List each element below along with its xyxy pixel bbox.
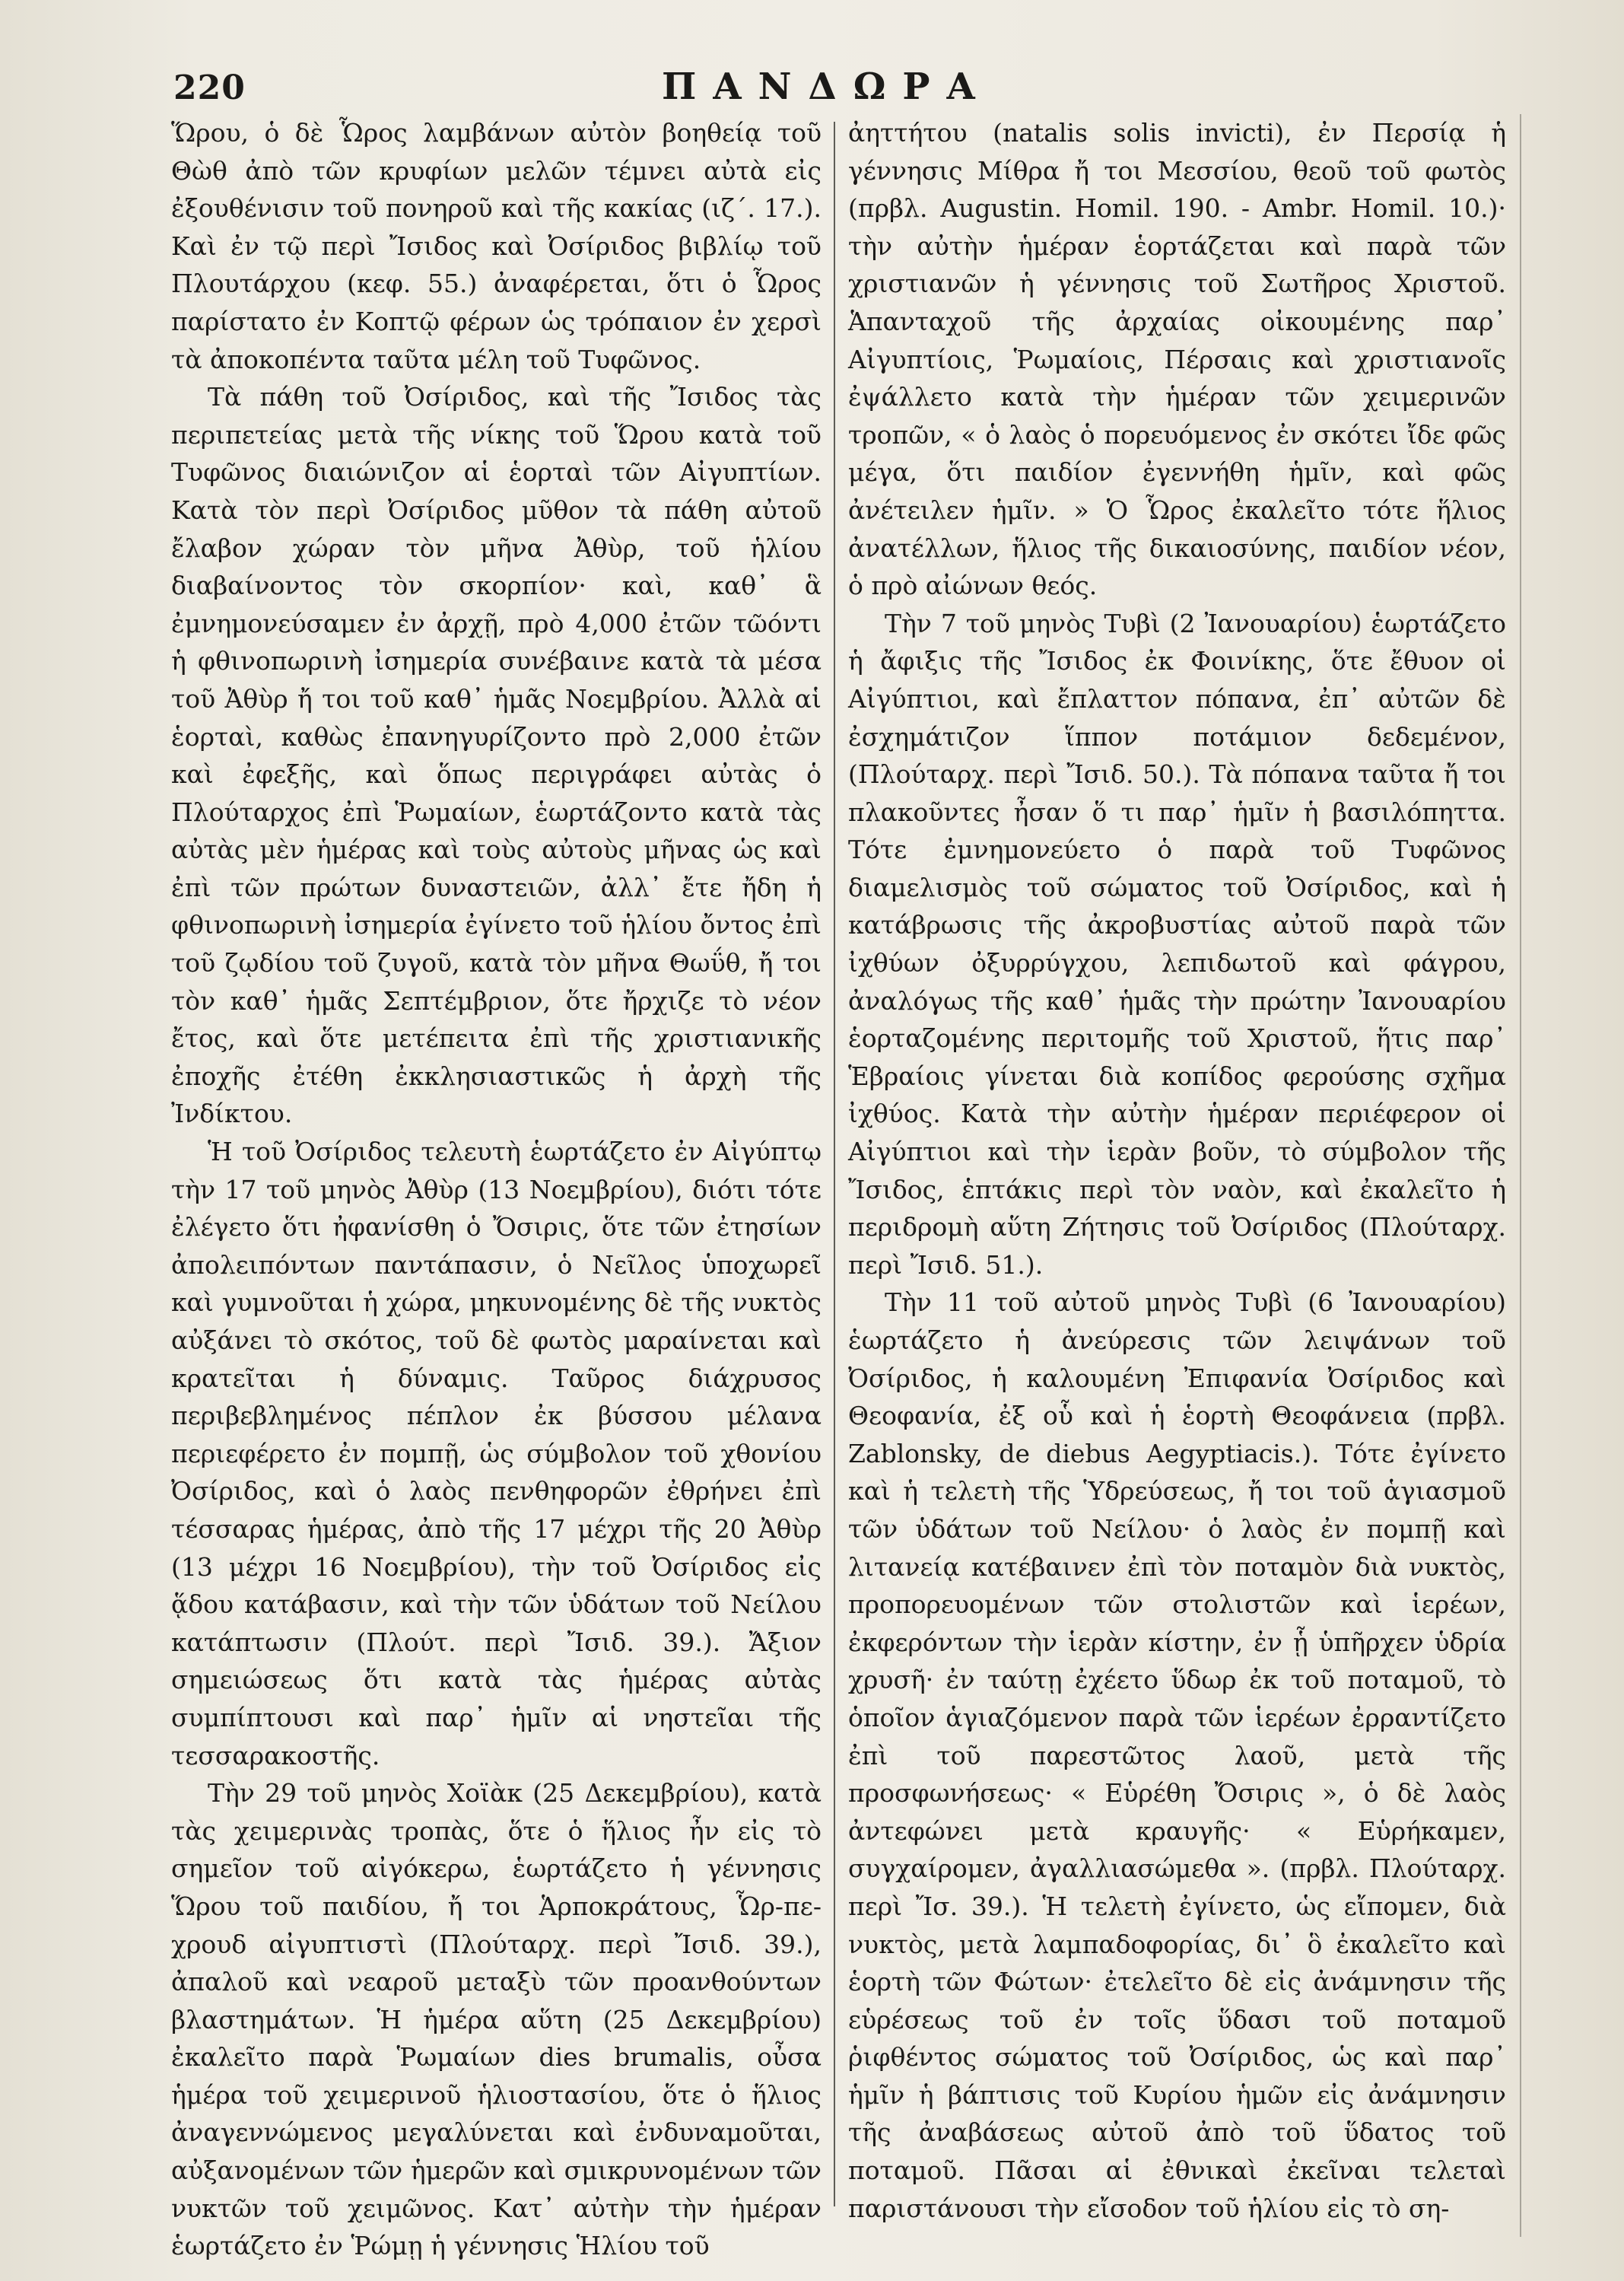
paragraph: Τὰ πάθη τοῦ Ὀσίριδος, καὶ τῆς Ἴσιδος τὰς περιπετείας μετὰ τῆς νίκης τοῦ Ὥρου κατὰ τοῦ Τυφῶνος διαιώνιζον αἱ ἑορταὶ τῶν Αἰγυπτίων. Κατὰ τὸν περὶ Ὀσίριδος μῦθον τὰ πάθη αὐτοῦ ἔλαβον χώραν τὸν μῆνα Ἀθὺρ, τοῦ ἡλίου διαβαίνοντος τὸν σκορπίον· καὶ, καθ᾽ ἃ ἐμνημονεύσαμεν ἐν ἀρχῇ, πρὸ 4,000 ἐτῶν τῶόντι ἡ φθινοπωρινὴ ἰσημερία συνέβαινε κατὰ τὰ μέσα τοῦ Ἀθὺρ ἤ τοι τοῦ καθ᾽ ἡμᾶς Νοεμβρίου. Ἀλλὰ αἱ ἑορταὶ, καθὼς ἐπανηγυρίζοντο πρὸ 2,000 ἐτῶν καὶ ἐφεξῆς, καὶ ὅπως περιγράφει αὐτὰς ὁ Πλούταρχος ἐπὶ Ῥωμαίων, ἑωρτάζοντο κατὰ τὰς αὐτὰς μὲν ἡμέρας καὶ τοὺς αὐτοὺς μῆνας ὡς καὶ ἐπὶ τῶν πρώτων δυναστειῶν, ἀλλ᾽ ἔτε ἤδη ἡ φθινοπωρινὴ ἰσημερία ἐγίνετο τοῦ ἡλίου ὄντος ἐπὶ τοῦ ζῳδίου τοῦ ζυγοῦ, κατὰ τὸν μῆνα Θωΰθ, ἤ τοι τὸν καθ᾽ ἡμᾶς Σεπτέμβριον, ὅτε ἤρχιζε τὸ νέον ἔτος, καὶ ὅτε μετέπειτα ἐπὶ τῆς χριστιανικῆς ἐποχῆς ἐτέθη ἐκκλησιαστικῶς ἡ ἀρχὴ τῆς Ἰνδίκτου. (171, 382, 822, 1129)
page-header (167, 61, 1460, 114)
paragraph: Ὥρου, ὁ δὲ Ὧρος λαμβάνων αὐτὸν βοηθείᾳ τοῦ Θὼθ ἀπὸ τῶν κρυφίων μελῶν τέμνει αὐτὰ εἰς ἐξουθένισιν τοῦ πονηροῦ καὶ τῆς κακίας (ιζ΄. 17.). Καὶ ἐν τῷ περὶ Ἴσιδος καὶ Ὀσίριδος βιβλίῳ τοῦ Πλουτάρχου (κεφ. 55.) ἀναφέρεται, ὅτι ὁ Ὧρος παρίστατο ἐν Κοπτῷ φέρων ὡς τρόπαιον ἐν χερσὶ τὰ ἀποκοπέντα ταῦτα μέλη τοῦ Τυφῶνος. (171, 118, 822, 374)
paragraph: ἀηττήτου (natalis solis invicti), ἐν Περσίᾳ ἡ γέννησις Μίθρα ἤ τοι Μεσσίου, θεοῦ τοῦ φωτὸς (πρβλ. Augustin. Homil. 190. - Ambr. Homil. 10.)· τὴν αὐτὴν ἡμέραν ἑορτάζεται καὶ παρὰ τῶν χριστιανῶν ἡ γέννησις τοῦ Σωτῆρος Χριστοῦ. Ἁπανταχοῦ τῆς ἀρχαίας οἰκουμένης παρ᾽ Αἰγυπτίοις, Ῥωμαίοις, Πέρσαις καὶ χριστιανοῖς ἐψάλλετο κατὰ τὴν ἡμέραν τῶν χειμερινῶν τροπῶν, « ὁ λαὸς ὁ πορευόμενος ἐν σκότει ἴδε φῶς μέγα, ὅτι παιδίον ἐγεννήθη ἡμῖν, καὶ φῶς ἀνέτειλεν ἡμῖν. » Ὁ Ὧρος ἐκαλεῖτο τότε ἥλιος ἀνατέλλων, ἥλιος τῆς δικαιοσύνης, παιδίον νέον, ὁ πρὸ αἰώνων θεός. (848, 118, 1506, 601)
paragraph: Τὴν 11 τοῦ αὐτοῦ μηνὸς Τυβὶ (6 Ἰανουαρίου) ἑωρτάζετο ἡ ἀνεύρεσις τῶν λειψάνων τοῦ Ὀσίριδος, ἡ καλουμένη Ἐπιφανία Ὀσίριδος καὶ Θεοφανία, ἐξ οὗ καὶ ἡ ἑορτὴ Θεοφάνεια (πρβλ. Zablonsky, de diebus Aegyptiacis.). Τότε ἐγίνετο καὶ ἡ τελετὴ τῆς Ὑδρεύσεως, ἤ τοι τοῦ ἁγιασμοῦ τῶν ὑδάτων τοῦ Νείλου· ὁ λαὸς ἐν πομπῇ καὶ λιτανείᾳ κατέβαινεν ἐπὶ τὸν ποταμὸν διὰ νυκτὸς, προπορευομένων τῶν στολιστῶν καὶ ἱερέων, ἐκφερόντων τὴν ἱερὰν κίστην, ἐν ᾗ ὑπῆρχεν ὑδρία χρυσῆ· ἐν ταύτῃ ἐχέετο ὕδωρ ἐκ τοῦ ποταμοῦ, τὸ ὁποῖον ἁγιαζόμενον παρὰ τῶν ἱερέων ἐρραντίζετο ἐπὶ τοῦ παρεστῶτος λαοῦ, μετὰ τῆς προσφωνήσεως· « Εὑρέθη Ὄσιρις », ὁ δὲ λαὸς ἀντεφώνει μετὰ κραυγῆς· « Εὑρήκαμεν, συγχαίρομεν, ἀγαλλιασώμεθα ». (πρβλ. Πλούταρχ. περὶ Ἴσ. 39.). Ἡ τελετὴ ἐγίνετο, ὡς εἴπομεν, διὰ νυκτὸς, μετὰ λαμπαδοφορίας, δι᾽ ὃ ἐκαλεῖτο καὶ ἑορτὴ τῶν Φώτων· ἐτελεῖτο δὲ εἰς ἀνάμνησιν τῆς εὑρέσεως τοῦ ἐν τοῖς ὕδασι τοῦ ποταμοῦ ῥιφθέντος σώματος τοῦ Ὀσίριδος, ὡς καὶ παρ᾽ ἡμῖν ἡ βάπτισις τοῦ Κυρίου ἡμῶν εἰς ἀνάμνησιν τῆς ἀναβάσεως αὐτοῦ ἀπὸ τοῦ ὕδατος τοῦ ποταμοῦ. Πᾶσαι αἱ ἐθνικαὶ ἐκεῖναι τελεταὶ παριστάνουσι τὴν εἴσοδον τοῦ ἡλίου εἰς τὸ ση- (848, 1287, 1506, 2223)
running-title: ΠΑΝΔΩΡΑ (662, 65, 992, 108)
column-divider (834, 122, 835, 2206)
right-column (848, 114, 1506, 2227)
page-edge-line (1520, 114, 1521, 2237)
left-column (171, 114, 822, 2265)
paragraph: Τὴν 7 τοῦ μηνὸς Τυβὶ (2 Ἰανουαρίου) ἑωρτάζετο ἡ ἄφιξις τῆς Ἴσιδος ἐκ Φοινίκης, ὅτε ἔθυον οἱ Αἰγύπτιοι, καὶ ἔπλαττον πόπανα, ἐπ᾽ αὐτῶν δὲ ἐσχημάτιζον ἵππον ποτάμιον δεδεμένον, (Πλούταρχ. περὶ Ἴσιδ. 50.). Τὰ πόπανα ταῦτα ἤ τοι πλακοῦντες ἦσαν ὅ τι παρ᾽ ἡμῖν ἡ βασιλόπηττα. Τότε ἐμνημονεύετο ὁ παρὰ τοῦ Τυφῶνος διαμελισμὸς τοῦ σώματος τοῦ Ὀσίριδος, καὶ ἡ κατάβρωσις τῆς ἀκροβυστίας αὐτοῦ παρὰ τῶν ἰχθύων ὀξυρρύγχου, λεπιδωτοῦ καὶ φάγρου, ἀναλόγως τῆς καθ᾽ ἡμᾶς τὴν πρώτην Ἰανουαρίου ἑορταζομένης περιτομῆς τοῦ Χριστοῦ, ἥτις παρ᾽ Ἑβραίοις γίνεται διὰ κοπίδος φερούσης σχῆμα ἰχθύος. Κατὰ τὴν αὐτὴν ἡμέραν περιέφερον οἱ Αἰγύπτιοι καὶ τὴν ἱερὰν βοῦν, τὸ σύμβολον τῆς Ἴσιδος, ἑπτάκις περὶ τὸν ναὸν, καὶ ἐκαλεῖτο ἡ περιδρομὴ αὕτη Ζήτησις τοῦ Ὀσίριδος (Πλούταρχ. περὶ Ἴσιδ. 51.). (848, 608, 1506, 1280)
paragraph: Τὴν 29 τοῦ μηνὸς Χοϊὰκ (25 Δεκεμβρίου), κατὰ τὰς χειμερινὰς τροπὰς, ὅτε ὁ ἥλιος ἦν εἰς τὸ σημεῖον τοῦ αἰγόκερω, ἑωρτάζετο ἡ γέννησις Ὥρου τοῦ παιδίου, ἤ τοι Ἁρποκράτους, Ὧρ-πε-χρουδ αἰγυπτιστὶ (Πλούταρχ. περὶ Ἴσιδ. 39.), ἀπαλοῦ καὶ νεαροῦ μεταξὺ τῶν προανθούντων βλαστημάτων. Ἡ ἡμέρα αὕτη (25 Δεκεμβρίου) ἐκαλεῖτο παρὰ Ῥωμαίων dies brumalis, οὖσα ἡμέρα τοῦ χειμερινοῦ ἡλιοστασίου, ὅτε ὁ ἥλιος ἀναγεννώμενος μεγαλύνεται καὶ ἐνδυναμοῦται, αὐξανομένων τῶν ἡμερῶν καὶ σμικρυνομένων τῶν νυκτῶν τοῦ χειμῶνος. Κατ᾽ αὐτὴν τὴν ἡμέραν ἑωρτάζετο ἐν Ῥώμῃ ἡ γέννησις Ἡλίου τοῦ (171, 1778, 822, 2261)
page-number: 220 (173, 68, 246, 107)
paragraph: Ἡ τοῦ Ὀσίριδος τελευτὴ ἑωρτάζετο ἐν Αἰγύπτῳ τὴν 17 τοῦ μηνὸς Ἀθὺρ (13 Νοεμβρίου), διότι τότε ἐλέγετο ὅτι ἠφανίσθη ὁ Ὄσιρις, ὅτε τῶν ἐτησίων ἀπολειπόντων παντάπασιν, ὁ Νεῖλος ὑποχωρεῖ καὶ γυμνοῦται ἡ χώρα, μηκυνομένης δὲ τῆς νυκτὸς αὐξάνει τὸ σκότος, τοῦ δὲ φωτὸς μαραίνεται καὶ κρατεῖται ἡ δύναμις. Ταῦρος διάχρυσος περιβεβλημένος πέπλον ἐκ βύσσου μέλανα περιεφέρετο ἐν πομπῇ, ὡς σύμβολον τοῦ χθονίου Ὀσίριδος, καὶ ὁ λαὸς πενθηφορῶν ἐθρήνει ἐπὶ τέσσαρας ἡμέρας, ἀπὸ τῆς 17 μέχρι τῆς 20 Ἀθὺρ (13 μέχρι 16 Νοεμβρίου), τὴν τοῦ Ὀσίριδος εἰς ᾅδου κατάβασιν, καὶ τὴν τῶν ὑδάτων τοῦ Νείλου κατάπτωσιν (Πλούτ. περὶ Ἴσιδ. 39.). Ἄξιον σημειώσεως ὅτι κατὰ τὰς ἡμέρας αὐτὰς συμπίπτουσι καὶ παρ᾽ ἡμῖν αἱ νηστεῖαι τῆς τεσσαρακοστῆς. (171, 1137, 822, 1770)
